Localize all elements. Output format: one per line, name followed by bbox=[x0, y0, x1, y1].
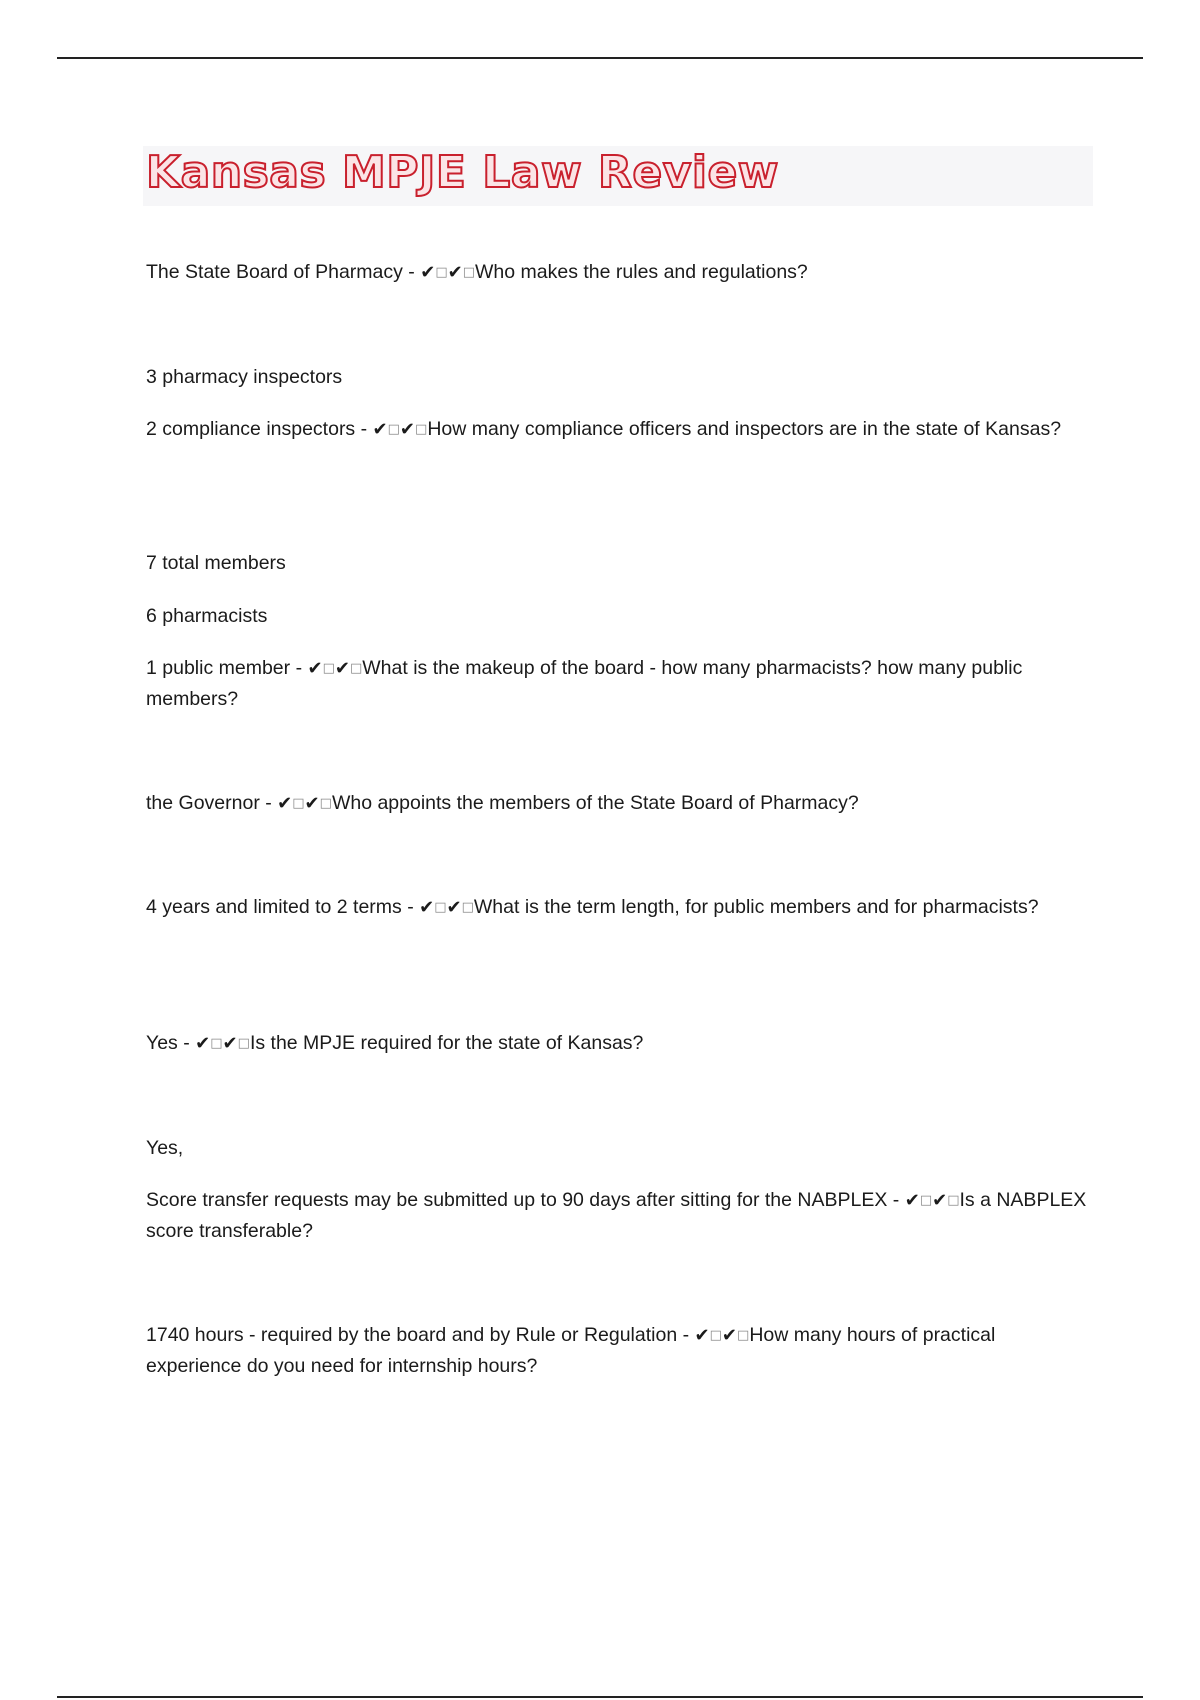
answer-text: The State Board of Pharmacy bbox=[146, 261, 403, 283]
check-icon: ✔ bbox=[447, 262, 463, 283]
box-icon: □ bbox=[919, 1193, 933, 1208]
check-icon: ✔ bbox=[277, 793, 293, 814]
answer-text: 2 compliance inspectors bbox=[146, 418, 356, 440]
qa-paragraph: 2 compliance inspectors - ✔□✔□How many compliance officers and inspectors are in the state of Kansas? bbox=[146, 418, 1062, 440]
box-icon: □ bbox=[210, 1036, 223, 1051]
question-text: Is the MPJE required for the state of Kansas? bbox=[249, 1032, 644, 1054]
check-icon: ✔ bbox=[419, 897, 435, 918]
answer-text: 1 public member bbox=[146, 657, 291, 679]
box-icon: □ bbox=[462, 265, 476, 280]
box-icon: □ bbox=[322, 661, 335, 676]
qa-paragraph: Yes - ✔□✔□Is the MPJE required for the state of Kansas? bbox=[146, 1032, 644, 1054]
line-text: 3 pharmacy inspectors bbox=[146, 366, 343, 388]
box-icon: □ bbox=[237, 1036, 250, 1051]
question-text: What is the makeup of the board - how many pharmacists? how many public members? bbox=[146, 657, 1023, 710]
answer-text: 4 years and limited to 2 terms bbox=[146, 896, 402, 918]
question-text: What is the term length, for public members and for pharmacists? bbox=[473, 896, 1039, 918]
answer-text: 1740 hours - required by the board and by Rule or Regulation bbox=[146, 1324, 678, 1346]
box-icon: □ bbox=[349, 661, 363, 676]
qa-paragraph: 1 public member - ✔□✔□What is the makeup of the board - how many pharmacists? how many public members? bbox=[146, 657, 1023, 710]
answer-text: Score transfer requests may be submitted up to 90 days after sitting for the NABPLEX bbox=[146, 1189, 888, 1211]
footer-rule bbox=[57, 1696, 1143, 1698]
qa-paragraph: 1740 hours - required by the board and by Rule or Regulation - ✔□✔□How many hours of practical experience do you need for internship hours? bbox=[146, 1324, 996, 1377]
box-icon: □ bbox=[387, 422, 400, 437]
text-paragraph bbox=[146, 1133, 1096, 1164]
check-icon: ✔ bbox=[904, 1190, 920, 1211]
answer-text: the Governor bbox=[146, 792, 260, 814]
check-icon: ✔ bbox=[446, 897, 462, 918]
answer-text: Yes bbox=[146, 1032, 178, 1054]
check-icon: ✔ bbox=[399, 419, 416, 440]
check-icon: ✔ bbox=[420, 262, 436, 283]
line-text: 7 total members bbox=[146, 552, 286, 574]
box-icon: □ bbox=[737, 1328, 750, 1343]
text-paragraph bbox=[146, 362, 1096, 393]
check-icon: ✔ bbox=[721, 1325, 738, 1346]
box-icon: □ bbox=[461, 900, 474, 915]
check-icon: ✔ bbox=[195, 1033, 211, 1054]
line-text: Yes, bbox=[146, 1137, 184, 1159]
box-icon: □ bbox=[947, 1193, 960, 1208]
question-text: How many hours of practical experience do you need for internship hours? bbox=[146, 1324, 996, 1377]
box-icon: □ bbox=[319, 796, 332, 811]
qa-paragraph: 4 years and limited to 2 terms - ✔□✔□What is the term length, for public members and for pharmacists? bbox=[146, 896, 1039, 918]
question-text: How many compliance officers and inspectors are in the state of Kansas? bbox=[427, 418, 1062, 440]
line-text: 6 pharmacists bbox=[146, 605, 268, 627]
check-icon: ✔ bbox=[222, 1033, 238, 1054]
question-text: Who makes the rules and regulations? bbox=[475, 261, 808, 283]
qa-paragraph: The State Board of Pharmacy - ✔□✔□Who makes the rules and regulations? bbox=[146, 261, 808, 283]
check-icon: ✔ bbox=[334, 658, 350, 679]
text-paragraph bbox=[146, 548, 1096, 579]
box-icon: □ bbox=[434, 900, 447, 915]
document-title: Kansas MPJE Law Review bbox=[146, 147, 779, 198]
question-text: Is a NABPLEX score transferable? bbox=[146, 1189, 1087, 1242]
box-icon: □ bbox=[435, 265, 448, 280]
check-icon: ✔ bbox=[694, 1325, 710, 1346]
check-icon: ✔ bbox=[304, 793, 320, 814]
text-paragraph bbox=[146, 601, 1096, 632]
question-text: Who appoints the members of the State Board of Pharmacy? bbox=[331, 792, 859, 814]
header-rule bbox=[57, 57, 1143, 59]
box-icon: □ bbox=[292, 796, 305, 811]
box-icon: □ bbox=[709, 1328, 722, 1343]
check-icon: ✔ bbox=[307, 658, 323, 679]
qa-paragraph: the Governor - ✔□✔□Who appoints the members of the State Board of Pharmacy? bbox=[146, 792, 859, 814]
qa-paragraph: Score transfer requests may be submitted up to 90 days after sitting for the NABPLEX - ✔□✔□Is a NABPLEX score transferable? bbox=[146, 1189, 1087, 1242]
box-icon: □ bbox=[415, 422, 428, 437]
check-icon: ✔ bbox=[372, 419, 388, 440]
check-icon: ✔ bbox=[932, 1190, 948, 1211]
